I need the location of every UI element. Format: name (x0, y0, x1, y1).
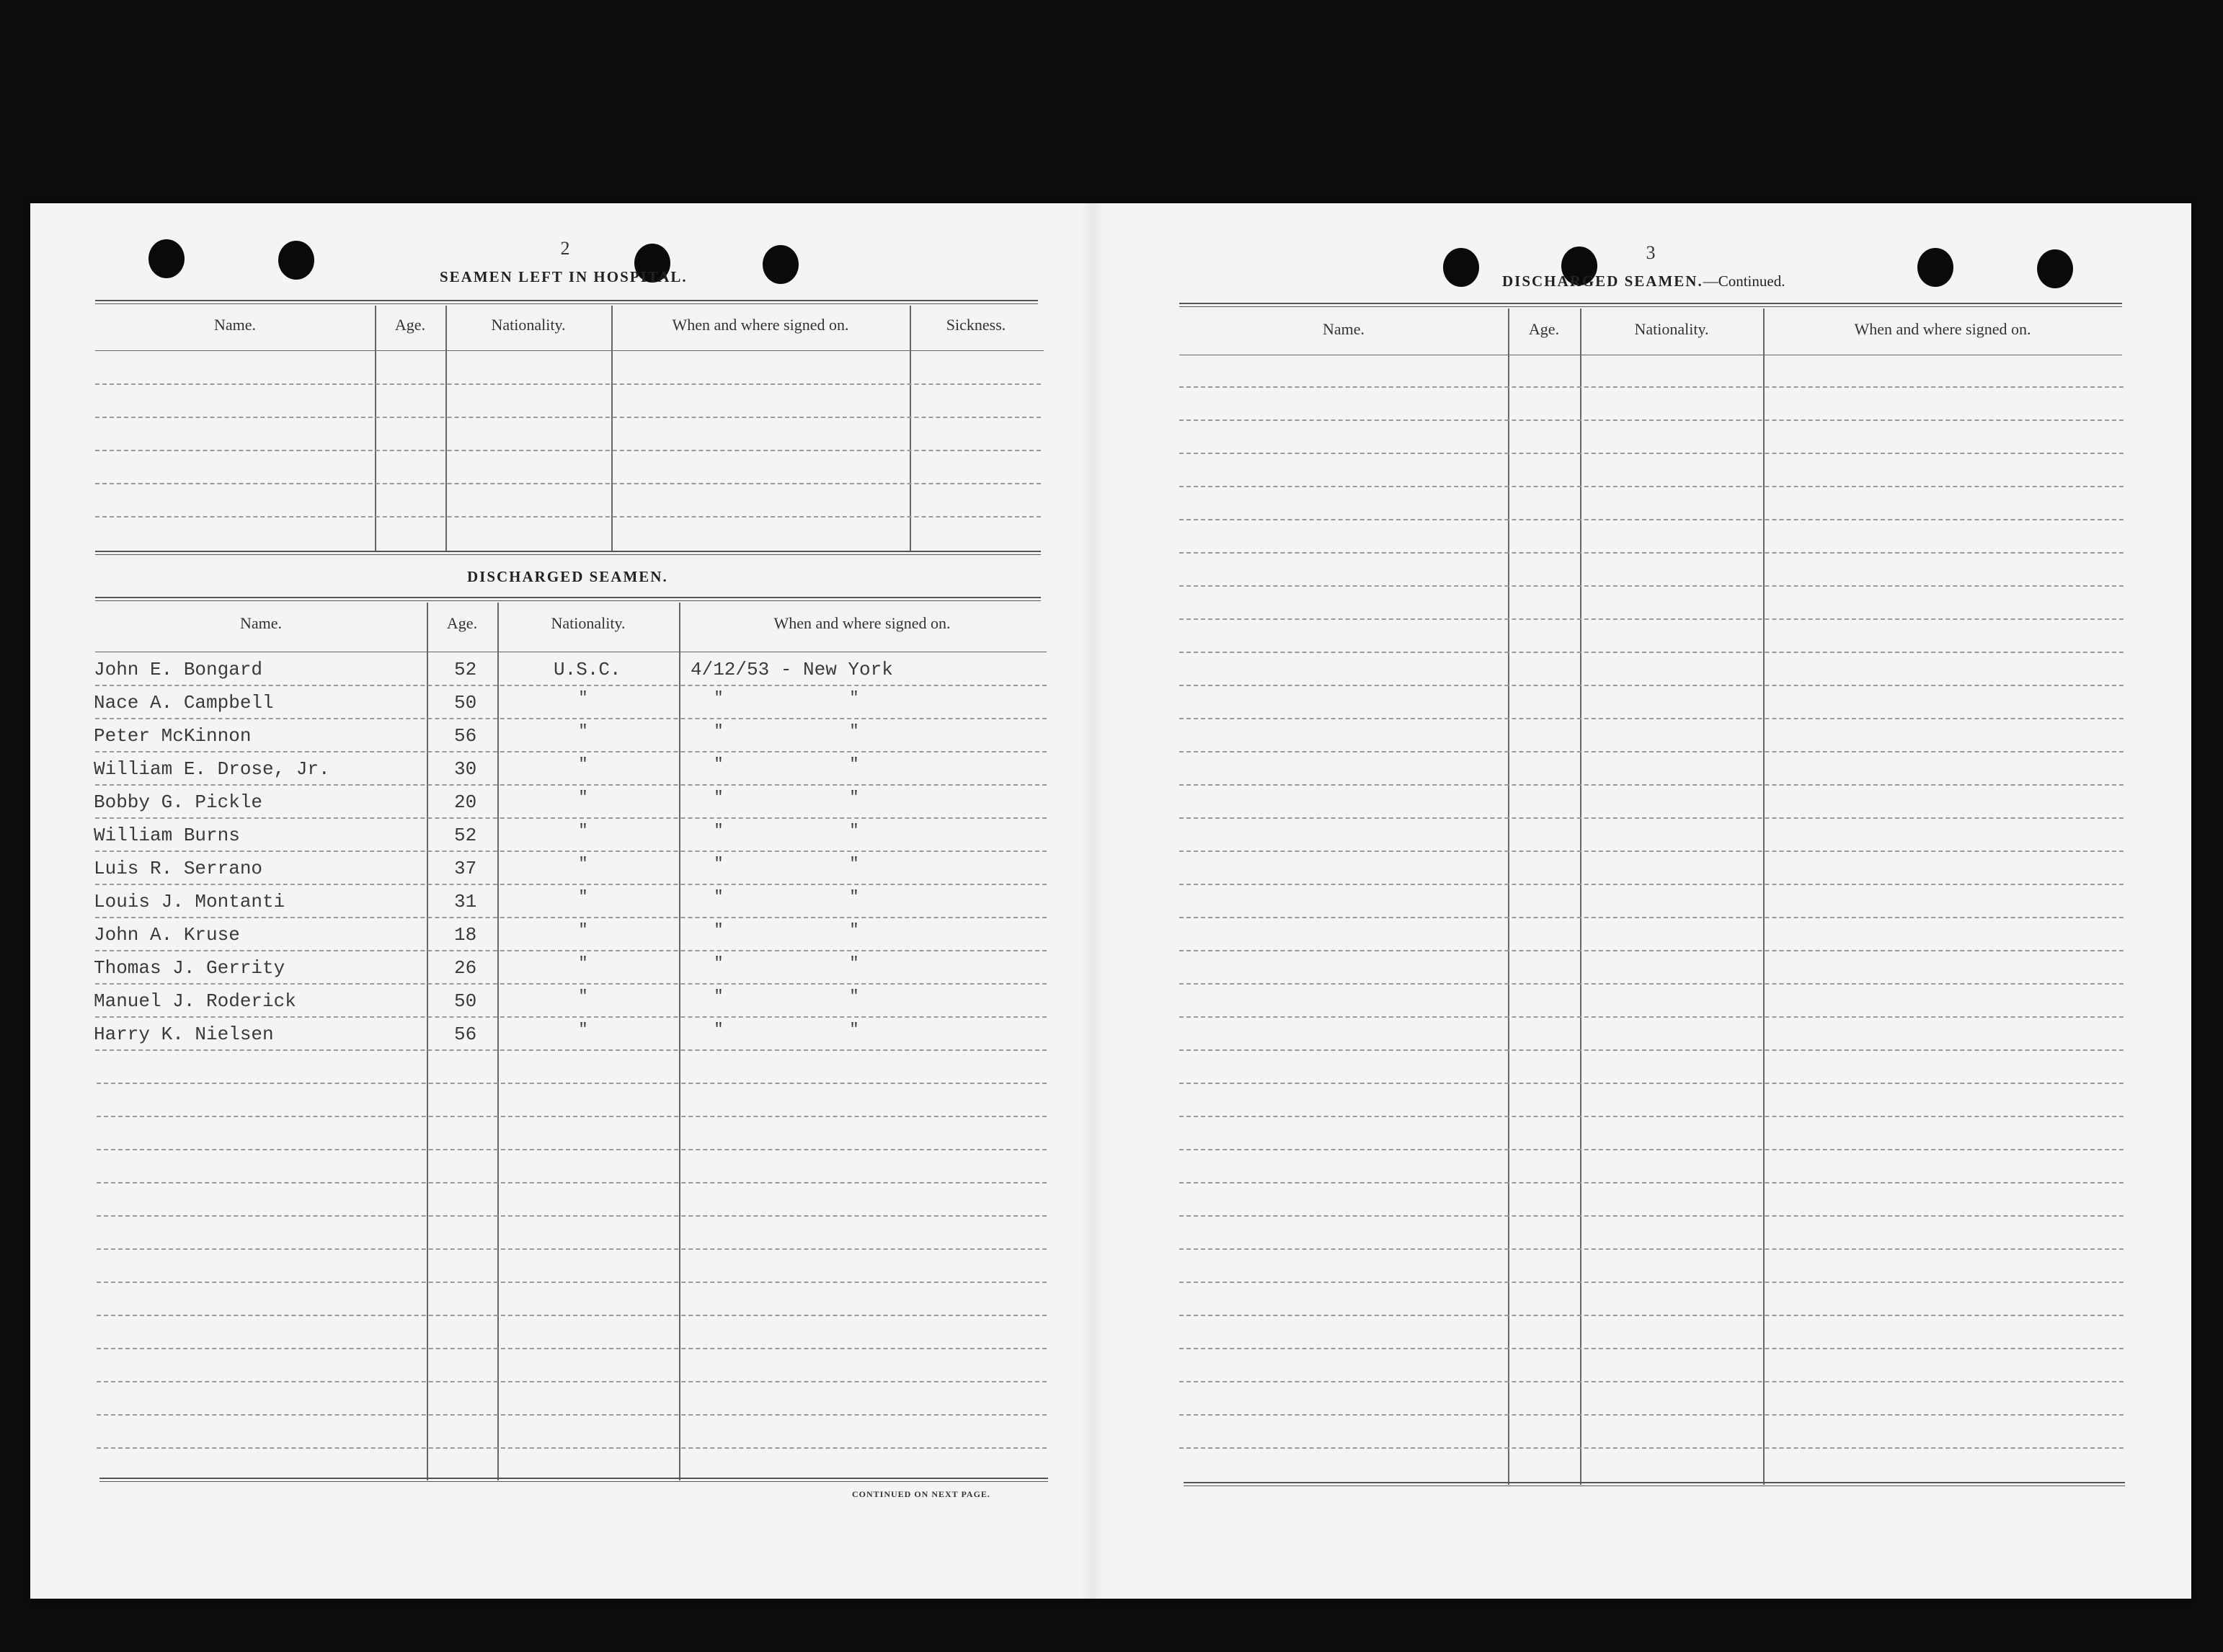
row-rule (97, 1149, 1047, 1150)
title-suffix: —Continued. (1703, 272, 1785, 290)
row-rule (1179, 983, 2124, 985)
continued-footer: CONTINUED ON NEXT PAGE. (852, 1489, 990, 1499)
page-number: 2 (560, 238, 570, 259)
column-header: Age. (1528, 320, 1560, 338)
row-rule (97, 1116, 1047, 1117)
punch-hole (2037, 249, 2073, 288)
row-rule (97, 1315, 1047, 1316)
title-text: DISCHARGED SEAMEN. (1502, 272, 1703, 290)
ditto-mark: " (578, 1021, 588, 1039)
seaman-name: Luis R. Serrano (94, 858, 263, 879)
row-rule (1179, 1016, 2124, 1018)
ditto-mark: " (578, 822, 588, 840)
ditto-mark: " (578, 954, 588, 972)
row-rule (1179, 751, 2124, 752)
row-rule (1179, 950, 2124, 951)
row-rule (1179, 718, 2124, 719)
column-header: Age. (394, 316, 426, 334)
column-header: Nationality. (551, 614, 626, 632)
seaman-name: John A. Kruse (94, 924, 240, 946)
row-rule (1179, 1248, 2124, 1250)
row-rule (1179, 1083, 2124, 1084)
column-header: Nationality. (1634, 320, 1709, 338)
row-rule (1179, 453, 2124, 454)
discharged-section-title: DISCHARGED SEAMEN. (467, 568, 668, 585)
ditto-mark: " (578, 855, 588, 873)
row-rule (1179, 585, 2124, 587)
seaman-name: Thomas J. Gerrity (94, 957, 285, 979)
discharged-continued-title (1502, 272, 1785, 290)
ditto-mark: " (578, 921, 588, 939)
ditto-mark: " (849, 855, 859, 873)
row-rule (1179, 386, 2124, 388)
row-rule (1179, 1049, 2124, 1051)
seaman-name: Bobby G. Pickle (94, 791, 263, 813)
row-rule (1179, 851, 2124, 852)
column-header: When and where signed on. (1854, 320, 2031, 338)
ditto-mark: " (714, 755, 724, 773)
row-rule (1179, 1116, 2124, 1117)
seaman-name: Peter McKinnon (94, 725, 252, 747)
row-rule (97, 1248, 1047, 1250)
seaman-age: 56 (454, 1023, 477, 1045)
ditto-mark: " (849, 921, 859, 939)
row-rule (97, 1381, 1047, 1382)
document-sheet (30, 203, 2191, 1599)
row-rule (97, 1414, 1047, 1416)
ditto-mark: " (849, 755, 859, 773)
row-rule (1179, 784, 2124, 786)
row-rule (95, 685, 1047, 686)
row-rule (95, 718, 1047, 719)
row-rule (95, 784, 1047, 786)
seaman-age: 50 (454, 692, 477, 714)
ditto-mark: " (714, 954, 724, 972)
row-rule (1179, 652, 2124, 653)
row-rule (1179, 519, 2124, 520)
signed-on: 4/12/53 - New York (691, 659, 893, 680)
seaman-age: 30 (454, 758, 477, 780)
seaman-name: Harry K. Nielsen (94, 1023, 274, 1045)
ditto-mark: " (714, 921, 724, 939)
column-header: When and where signed on. (672, 316, 849, 334)
row-rule (1179, 884, 2124, 885)
ditto-mark: " (849, 888, 859, 906)
column-header: Name. (239, 614, 283, 632)
ditto-mark: " (849, 954, 859, 972)
seaman-age: 50 (454, 990, 477, 1012)
punch-hole (1443, 248, 1479, 287)
row-rule (1179, 1315, 2124, 1316)
seaman-age: 56 (454, 725, 477, 747)
row-rule (97, 1182, 1047, 1184)
seaman-nationality: U.S.C. (554, 659, 621, 680)
row-rule (1179, 817, 2124, 819)
page-fold (1081, 203, 1103, 1599)
punch-hole (278, 241, 314, 280)
ditto-mark: " (714, 789, 724, 807)
row-rule (95, 851, 1047, 852)
row-rule (1179, 1215, 2124, 1217)
ditto-mark: " (714, 822, 724, 840)
row-rule (95, 751, 1047, 752)
seaman-age: 18 (454, 924, 477, 946)
row-rule (1179, 1381, 2124, 1382)
ditto-mark: " (714, 888, 724, 906)
row-rule (97, 1348, 1047, 1349)
seaman-name: Louis J. Montanti (94, 891, 285, 912)
ditto-mark: " (849, 689, 859, 707)
ditto-mark: " (714, 1021, 724, 1039)
seaman-name: William Burns (94, 825, 240, 846)
ditto-mark: " (578, 888, 588, 906)
row-rule (1179, 486, 2124, 487)
ditto-mark: " (849, 722, 859, 740)
row-rule (1179, 1149, 2124, 1150)
seaman-age: 52 (454, 659, 477, 680)
row-rule (97, 1447, 1047, 1449)
row-rule (1179, 1414, 2124, 1416)
row-rule (97, 1215, 1047, 1217)
ditto-mark: " (714, 689, 724, 707)
row-rule (95, 950, 1047, 951)
row-rule (1179, 618, 2124, 620)
column-header: Sickness. (946, 316, 1006, 334)
seaman-name: Manuel J. Roderick (94, 990, 296, 1012)
row-rule (95, 917, 1047, 918)
ditto-mark: " (849, 789, 859, 807)
ditto-mark: " (849, 822, 859, 840)
row-rule (1179, 685, 2124, 686)
seaman-age: 20 (454, 791, 477, 813)
row-rule (1179, 917, 2124, 918)
hospital-section-title: SEAMEN LEFT IN HOSPITAL. (440, 268, 688, 285)
seaman-age: 52 (454, 825, 477, 846)
ditto-mark: " (849, 1021, 859, 1039)
ditto-mark: " (849, 987, 859, 1005)
ditto-mark: " (578, 689, 588, 707)
seaman-age: 31 (454, 891, 477, 912)
ditto-mark: " (578, 987, 588, 1005)
row-rule (95, 1016, 1047, 1018)
seaman-age: 26 (454, 957, 477, 979)
seaman-name: Nace A. Campbell (94, 692, 274, 714)
ditto-mark: " (578, 755, 588, 773)
row-rule (1179, 1348, 2124, 1349)
row-rule (95, 884, 1047, 885)
column-header: Name. (213, 316, 257, 334)
ditto-mark: " (714, 855, 724, 873)
row-rule (97, 1282, 1047, 1283)
row-rule (1179, 419, 2124, 421)
ditto-mark: " (714, 722, 724, 740)
punch-hole (1917, 248, 1953, 287)
ditto-mark: " (578, 789, 588, 807)
ditto-mark: " (578, 722, 588, 740)
row-rule (1179, 1182, 2124, 1184)
seaman-age: 37 (454, 858, 477, 879)
column-header: When and where signed on. (773, 614, 951, 632)
ditto-mark: " (714, 987, 724, 1005)
column-header: Name. (1322, 320, 1365, 338)
row-rule (1179, 552, 2124, 554)
seaman-name: William E. Drose, Jr. (94, 758, 330, 780)
row-rule (1179, 1282, 2124, 1283)
page-number: 3 (1646, 242, 1656, 263)
column-header: Age. (446, 614, 478, 632)
column-header: Nationality. (491, 316, 566, 334)
row-rule (95, 1049, 1047, 1051)
row-rule (95, 817, 1047, 819)
seaman-name: John E. Bongard (94, 659, 263, 680)
row-rule (95, 983, 1047, 985)
row-rule (1179, 1447, 2124, 1449)
row-rule (97, 1083, 1047, 1084)
punch-hole (763, 245, 799, 284)
punch-hole (148, 239, 185, 278)
